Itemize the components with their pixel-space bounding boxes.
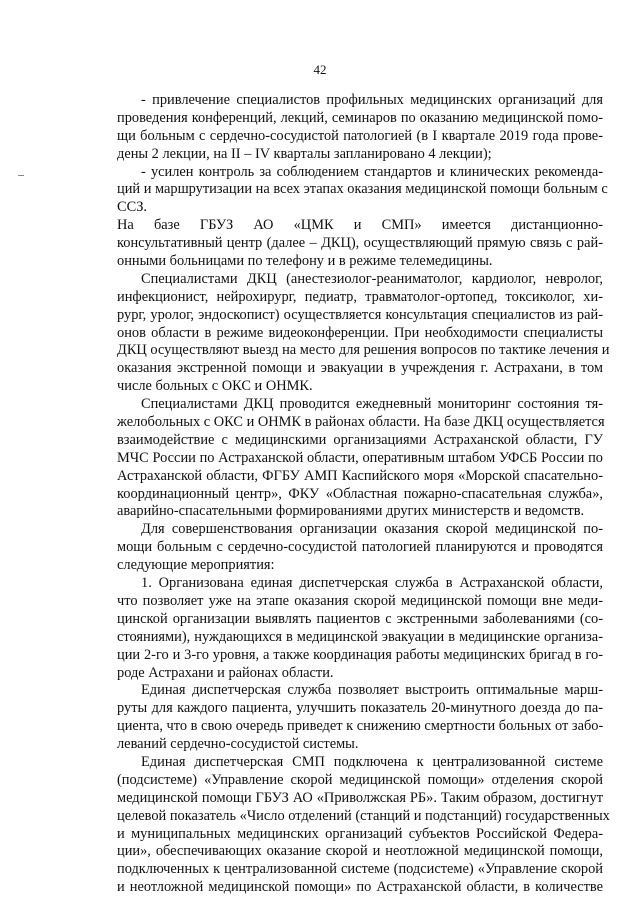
text-line: Специалистами ДКЦ (анестезиолог-реаниматолог, кардиолог, невролог, [141,270,603,287]
paragraph [117,682,603,754]
text-line: инфекционист, нейрохирург, педиатр, травматолог-ортопед, токсиколог, хи- [117,288,603,305]
document-body [117,92,610,897]
text-line: стояниями), нуждающихся в медицинской эвакуации в медицинские организа- [117,628,603,645]
text-line: Специалистами ДКЦ проводится ежедневный мониторинг состояния тя- [141,396,603,413]
text-line: ций и маршрутизации на всех этапах оказания медицинской помощи больным с [117,181,608,198]
text-line: подключенных к централизованной системе (подсистеме) «Управление скорой [117,861,603,878]
text-line: координационный центр», ФКУ «Областная пожарно-спасательная служба», [117,485,603,502]
text-line: мощи больным с сердечно-сосудистой патологией планируются и проводятся [117,539,603,556]
text-line: целевой показатель «Число отделений (станций и подстанций) государственных [117,807,610,824]
text-line: аварийно-спасательными формированиями других министерств и ведомств. [117,503,585,520]
text-line: роде Астрахани и районах области. [117,664,334,681]
text-line: - усилен контроль за соблюдением стандартов и клинических рекоменда- [141,163,603,180]
text-line: консультативный центр (далее – ДКЦ), осуществляющий прямую связь с рай- [117,235,603,252]
text-line: следующие мероприятия: [117,557,275,574]
text-line: онов области в режиме видеоконференции. При необходимости специалисты [117,324,603,341]
text-line: числе больных с ОКС и ОНМК. [117,378,313,395]
paragraph [117,92,603,164]
text-line: 1. Организована единая диспетчерская служба в Астраханской области, [141,575,603,592]
text-line: - привлечение специалистов профильных медицинских организаций для [141,92,603,108]
text-line: рург, уролог, эндоскопист) осуществляется консультация специалистов из рай- [117,306,603,323]
text-line: Единая диспетчерская служба позволяет выстроить оптимальные марш- [141,682,603,699]
text-line: Для совершенствования организации оказания скорой медицинской по- [141,521,603,538]
text-line: и муниципальных медицинских организаций субъектов Российской Федера- [117,825,603,842]
text-line: Единая диспетчерская СМП подключена к централизованной системе [141,753,603,770]
text-line: цинской организации выявлять пациентов с экстренными заболеваниями (со- [117,610,603,627]
text-line: щи больным с сердечно-сосудистой патологией (в I квартале 2019 года прове- [117,127,603,144]
paragraph [117,163,608,218]
text-line: ДКЦ осуществляют выезд на место для решения вопросов по тактике лечения и [117,342,610,359]
paragraph [117,521,603,575]
margin-mark [18,175,24,176]
text-line: что позволяет уже на этапе оказания скорой медицинской помощи вне меди- [117,592,603,609]
text-line: оказания экстренной помощи и эвакуации в учреждения г. Астрахани, в том [117,360,603,377]
text-line: ции 2-го и 3-го уровня, а также координация работы медицинских бригад в го- [117,646,603,663]
paragraph [117,396,603,521]
text-line: медицинской помощи ГБУЗ АО «Приволжская РБ». Таким образом, достигнут [117,789,603,806]
text-line: циента, что в свою очередь приведет к снижению смертности больных от забо- [117,718,604,735]
text-line: дены 2 лекции, на II – IV кварталы запланировано 4 лекции); [117,145,492,162]
text-line: и неотложной медицинской помощи» по Астраханской области, в количестве [117,879,603,896]
paragraph [117,217,603,271]
text-line: На базе ГБУЗ АО «ЦМК и СМП» имеется дистанционно- [117,217,603,234]
text-line: МЧС России по Астраханской области, оперативным штабом УФСБ России по [117,449,603,466]
text-line: желобольных с ОКС и ОНМК в районах области. На базе ДКЦ осуществляется [117,414,605,431]
paragraph [117,753,610,897]
text-line: онными больницами по телефону и в режиме телемедицины. [117,253,493,270]
text-line: ССЗ. [117,199,148,216]
text-line: леваний сердечно-сосудистой системы. [117,736,359,753]
text-line: руты для каждого пациента, улучшить показатель 20-минутного доезда до па- [117,700,603,717]
page-number: 42 [313,62,327,77]
text-line: взаимодействие с медицинскими организациями Астраханской области, ГУ [117,431,603,448]
paragraph [117,575,603,682]
paragraph [117,270,610,396]
text-line: ции», обеспечивающих оказание скорой и неотложной медицинской помощи, [117,843,603,860]
text-line: (подсистеме) «Управление скорой медицинской помощи» отделения скорой [117,771,603,788]
text-line: Астраханской области, ФГБУ АМП Каспийского моря «Морской спасательно- [117,467,603,484]
text-line: проведения конференций, лекций, семинаров по оказанию медицинской помо- [117,109,603,126]
